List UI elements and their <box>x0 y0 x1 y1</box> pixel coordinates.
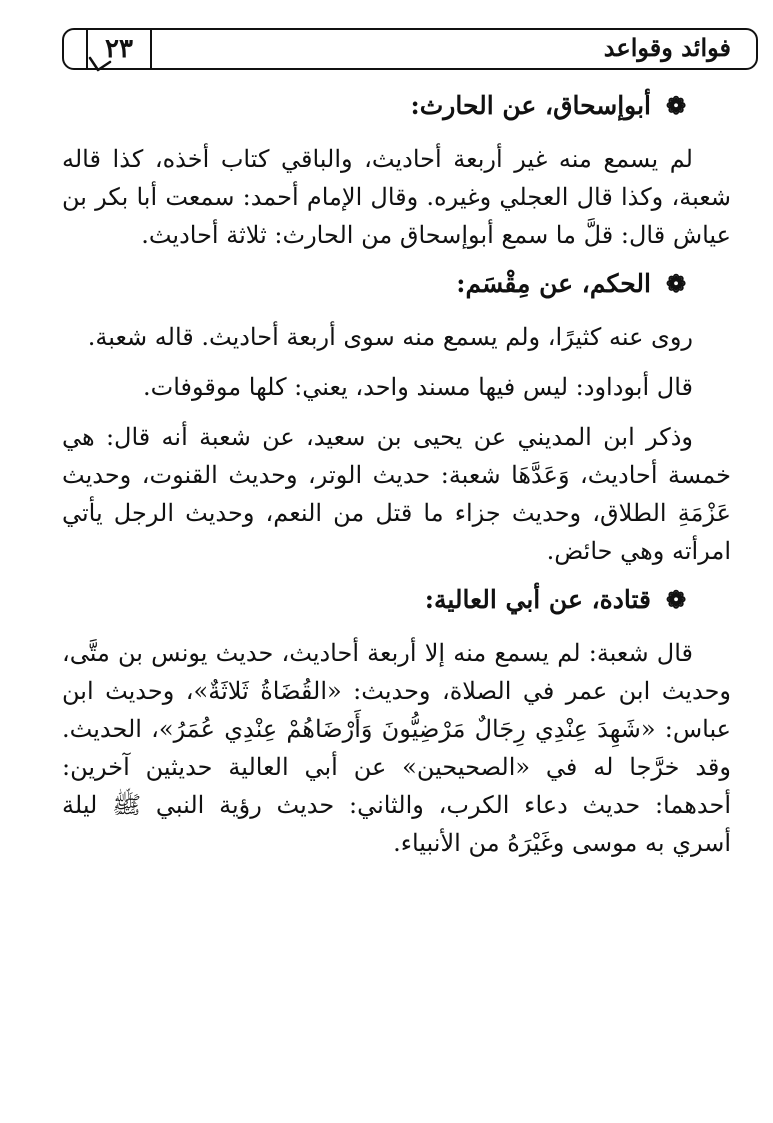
page-content <box>62 90 731 874</box>
flower-ornament-icon: ❁ <box>665 269 687 298</box>
section-heading-text: الحكم، عن مِقْسَم: <box>456 269 651 298</box>
section-heading <box>62 584 689 616</box>
paragraph: قال شعبة: لم يسمع منه إلا أربعة أحاديث، حديث يونس بن متَّى، وحديث ابن عمر في الصلاة، وحديث: «القُضَاةُ ثَلاثَةٌ»، وحديث ابن عباس: «شَهِدَ عِنْدِي رِجَالٌ مَرْضِيُّونَ وَأَرْضَاهُمْ عِنْدِي عُمَرُ»، الحديث. وقد خرَّجا له في «الصحيحين» عن أبي العالية حديثين آخرين: أحدهما: حديث دعاء الكرب، والثاني: حديث رؤية النبي ﷺ ليلة أسري به موسى وغَيْرَهُ من الأنبياء. <box>62 639 731 857</box>
section-heading <box>62 268 689 300</box>
running-title: فوائد وقواعد <box>603 33 731 62</box>
paragraph: قال أبوداود: ليس فيها مسند واحد، يعني: كلها موقوفات. <box>143 373 693 401</box>
section-heading <box>62 90 689 122</box>
paragraph: وذكر ابن المديني عن يحيى بن سعيد، عن شعبة أنه قال: هي خمسة أحاديث، وَعَدَّهَا شعبة: حديث الوتر، وحديث القنوت، وحديث عَزْمَةِ الطلاق، وحديث جزاء ما قتل من النعم، وحديث الرجل يأتي امرأته وهي حائض. <box>62 423 731 565</box>
page-number-tab-icon <box>86 56 116 76</box>
section-heading-text: قتادة، عن أبي العالية: <box>424 585 651 614</box>
flower-ornament-icon: ❁ <box>665 585 687 614</box>
paragraph: روى عنه كثيرًا، ولم يسمع منه سوى أربعة أحاديث. قاله شعبة. <box>87 323 693 351</box>
flower-ornament-icon: ❁ <box>665 91 687 120</box>
section-heading-text: أبوإسحاق، عن الحارث: <box>410 91 651 120</box>
page-number-text: ٢٣ <box>105 34 133 64</box>
paragraph: لم يسمع منه غير أربعة أحاديث، والباقي كتاب أخذه، كذا قاله شعبة، وكذا قال العجلي وغيره. وقال الإمام أحمد: سمعت أبا بكر بن عياش قال: قلَّ ما سمع أبوإسحاق من الحارث: ثلاثة أحاديث. <box>62 145 731 249</box>
